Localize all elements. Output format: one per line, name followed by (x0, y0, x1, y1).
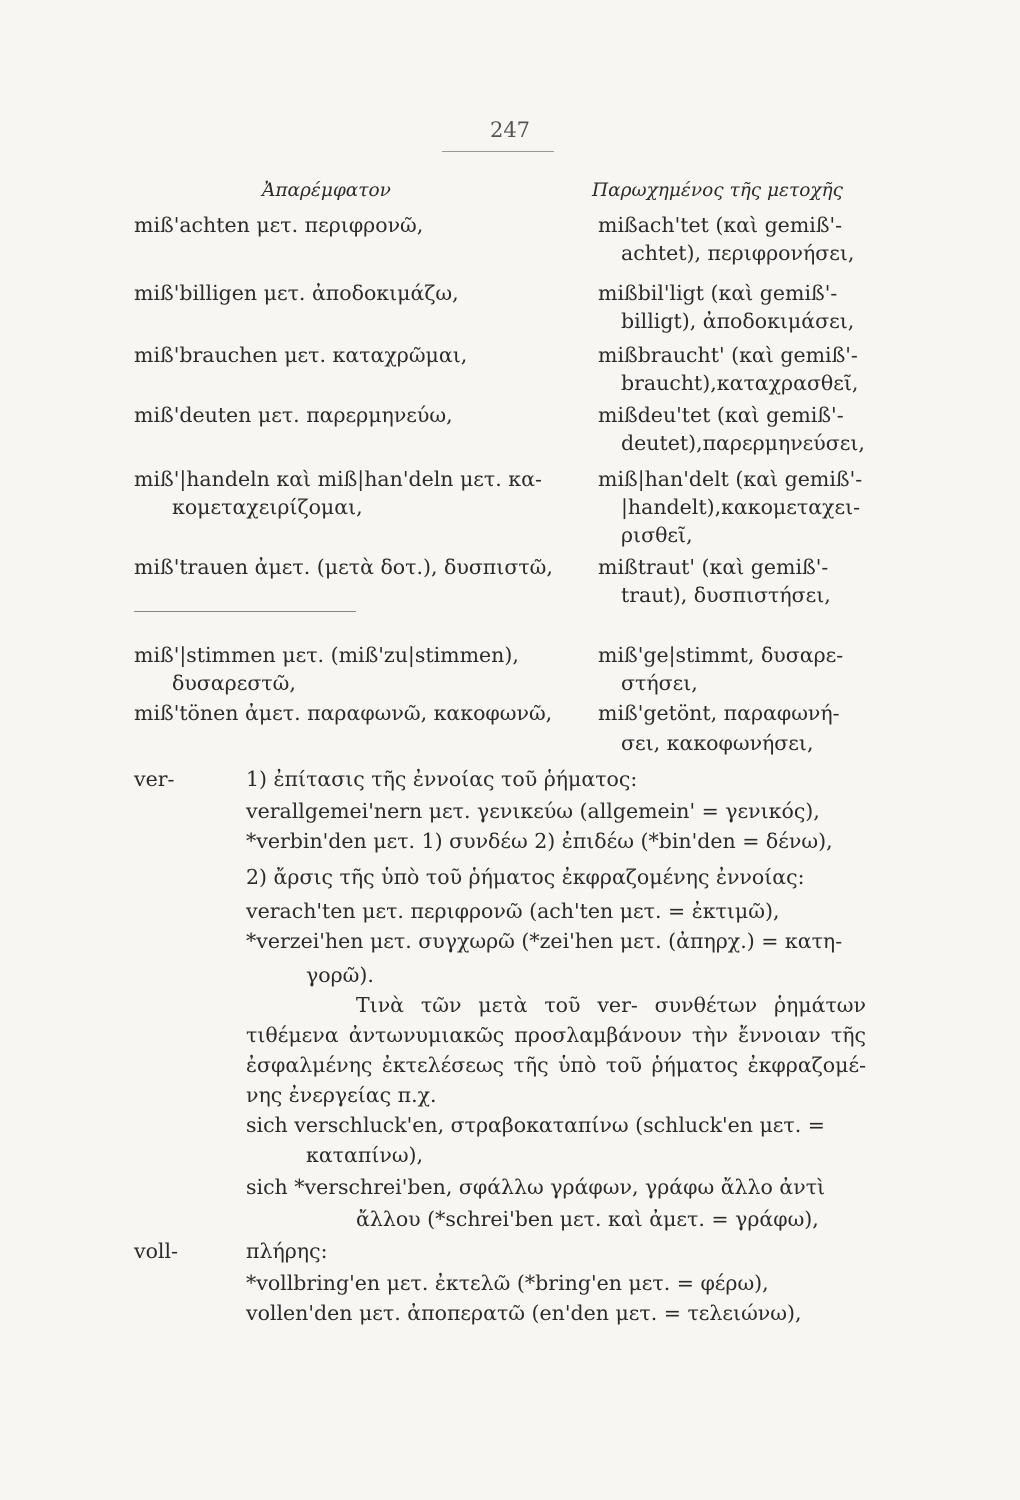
ver-paragraph-line: νης ἐνεργείας π.χ. (246, 1083, 437, 1107)
entry-participle-cont: traut), δυσπιστήσει, (621, 583, 831, 607)
entry-infinitive: miß'trauen ἀμετ. (μετὰ δοτ.), δυσπιστῶ, (134, 555, 553, 579)
entry-participle-cont: achtet), περιφρονήσει, (621, 241, 855, 265)
entry-participle: mißdeu'tet (καὶ gemiß'- (598, 403, 844, 427)
ver-line: ἄλλου (*schrei'ben μετ. καὶ ἀμετ. = γράφω), (356, 1207, 819, 1231)
header-past-participle: Παρωχημένος τῆς μετοχῆς (592, 180, 843, 201)
ver-paragraph-line: ἐσφαλμένης ἐκτελέσεως τῆς ὑπὸ τοῦ ῥήματος ἐκφραζομέ- (246, 1053, 866, 1077)
entry-participle: mißbil'ligt (καὶ gemiß'- (598, 281, 838, 305)
entry-infinitive: miß'tönen ἀμετ. παραφωνῶ, κακοφωνῶ, (134, 701, 553, 725)
entry-participle-cont: deutet),παρερμηνεύσει, (621, 431, 865, 455)
ver-line: καταπίνω), (306, 1143, 424, 1167)
entry-participle-cont: ρισθεῖ, (621, 523, 693, 547)
section-divider (134, 611, 356, 612)
ver-line: 1) ἐπίτασις τῆς ἐννοίας τοῦ ῥήματος: (246, 767, 638, 791)
entry-infinitive: miß'achten μετ. περιφρονῶ, (134, 213, 424, 237)
header-infinitive: Ἀπαρέμφατον (262, 180, 391, 201)
entry-participle: miß'ge|stimmt, δυσαρε- (598, 643, 844, 667)
entry-participle: mißtraut' (καὶ gemiß'- (598, 555, 829, 579)
page-number-rule (442, 151, 554, 152)
voll-line: vollen'den μετ. ἀποπερατῶ (en'den μετ. = τελειώνω), (246, 1301, 802, 1325)
voll-line: *vollbring'en μετ. ἐκτελῶ (*bring'en μετ. = φέρω), (246, 1271, 769, 1295)
entry-participle: miß|han'delt (καὶ gemiß'- (598, 467, 863, 491)
ver-line: γορῶ). (306, 963, 374, 987)
entry-participle-cont: στήσει, (621, 671, 698, 695)
ver-line: 2) ἄρσις τῆς ὑπὸ τοῦ ῥήματος ἐκφραζομένης ἐννοίας: (246, 865, 805, 889)
ver-line: sich verschluck'en, στραβοκαταπίνω (schluck'en μετ. = (246, 1113, 825, 1137)
entry-participle-cont: braucht),καταχρασθεῖ, (621, 371, 859, 395)
ver-paragraph-line: Τινὰ τῶν μετὰ τοῦ ver- συνθέτων ῥημάτων (356, 993, 866, 1017)
entry-infinitive: miß'|stimmen μετ. (miß'zu|stimmen), (134, 643, 519, 667)
voll-line: πλήρης: (246, 1239, 328, 1263)
entry-participle: mißbraucht' (καὶ gemiß'- (598, 343, 858, 367)
ver-line: sich *verschrei'ben, σφάλλω γράφων, γράφω ἄλλο ἀντὶ (246, 1175, 826, 1199)
ver-line: *verzei'hen μετ. συγχωρῶ (*zei'hen μετ. (ἀπηρχ.) = κατη- (246, 929, 843, 953)
entry-participle-cont: billigt), ἀποδοκιμάσει, (621, 309, 855, 333)
entry-participle: mißach'tet (καὶ gemiß'- (598, 213, 843, 237)
ver-line: verallgemei'nern μετ. γενικεύω (allgemein' = γενικός), (246, 799, 820, 823)
entry-participle-cont: σει, κακοφωνήσει, (621, 731, 814, 755)
entry-infinitive: miß'deuten μετ. παρερμηνεύω, (134, 403, 453, 427)
ver-line: *verbin'den μετ. 1) συνδέω 2) ἐπιδέω (*bin'den = δένω), (246, 829, 833, 853)
entry-infinitive: miß'|handeln καὶ miß|han'deln μετ. κα- (134, 467, 542, 491)
entry-infinitive: miß'brauchen μετ. καταχρῶμαι, (134, 343, 468, 367)
entry-infinitive-cont: δυσαρεστῶ, (172, 671, 296, 695)
page-number: 247 (489, 118, 531, 142)
entry-participle: miß'getönt, παραφωνή- (598, 701, 840, 725)
prefix-label: voll- (134, 1239, 178, 1263)
entry-infinitive-cont: κομεταχειρίζομαι, (172, 495, 363, 519)
entry-participle-cont: |handelt),κακομεταχει- (621, 495, 861, 519)
ver-line: verach'ten μετ. περιφρονῶ (ach'ten μετ. = ἐκτιμῶ), (246, 899, 780, 923)
entry-infinitive: miß'billigen μετ. ἀποδοκιμάζω, (134, 281, 459, 305)
ver-paragraph-line: τιθέμενα ἀντωνυμιακῶς προσλαμβάνουν τὴν ἔννοιαν τῆς (246, 1023, 866, 1047)
prefix-label: ver- (134, 767, 175, 791)
